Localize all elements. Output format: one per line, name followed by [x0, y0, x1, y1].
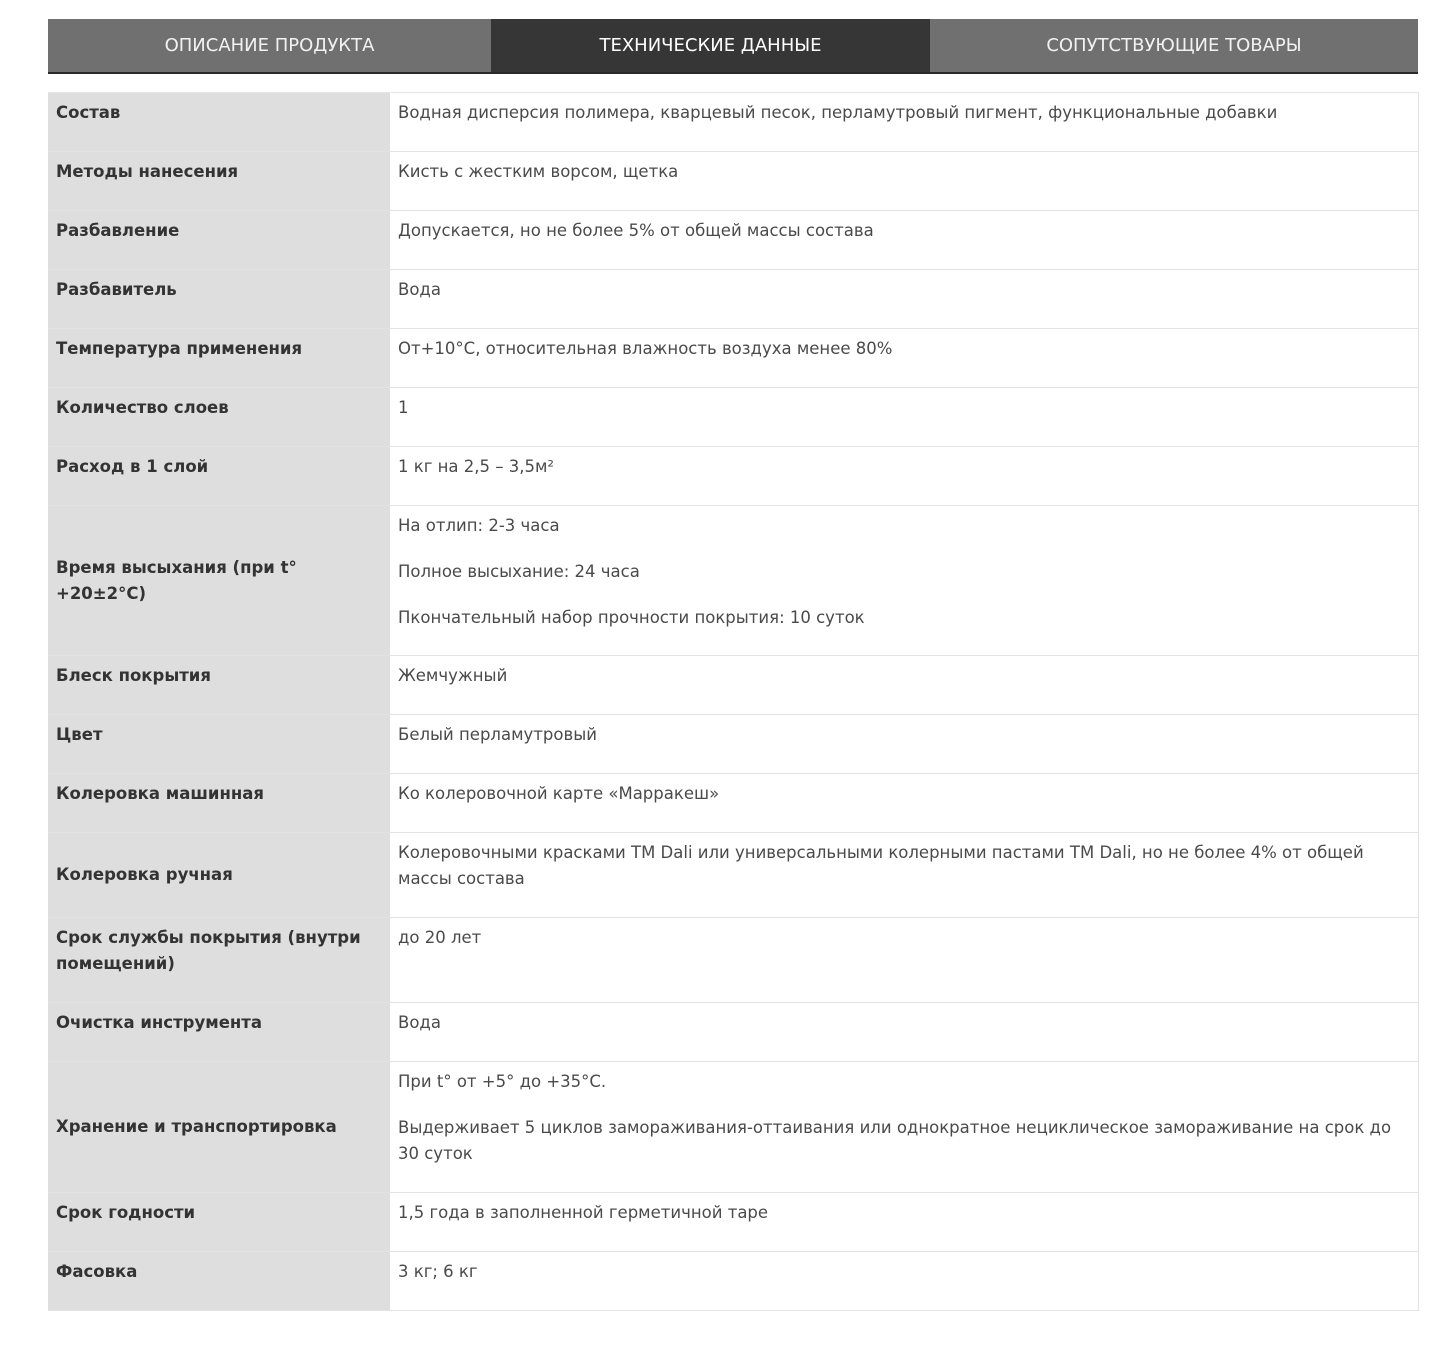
spec-label: Количество слоев [48, 388, 390, 447]
spec-label: Температура применения [48, 329, 390, 388]
spec-label: Срок годности [48, 1193, 390, 1252]
spec-value-text: Допускается, но не более 5% от общей массы состава [398, 221, 874, 240]
spec-row [48, 1193, 1418, 1252]
spec-value [390, 506, 1418, 656]
spec-value-text: Вода [398, 1013, 441, 1032]
spec-value [390, 1003, 1418, 1062]
spec-value [390, 656, 1418, 715]
spec-value-text: 3 кг; 6 кг [398, 1262, 478, 1281]
spec-row [48, 774, 1418, 833]
spec-value-text: Пкончательный набор прочности покрытия: 10 суток [398, 608, 865, 627]
spec-row [48, 93, 1418, 152]
spec-row [48, 1003, 1418, 1062]
spec-row [48, 833, 1418, 918]
spec-value-text: Кисть с жестким ворсом, щетка [398, 162, 679, 181]
spec-label: Разбавитель [48, 270, 390, 329]
spec-label: Расход в 1 слой [48, 447, 390, 506]
spec-label: Цвет [48, 715, 390, 774]
spec-value-text: Полное высыхание: 24 часа [398, 562, 640, 581]
spec-value-text: Ко колеровочной карте «Марракеш» [398, 784, 720, 803]
spec-row [48, 329, 1418, 388]
spec-label: Состав [48, 93, 390, 152]
spec-label: Разбавление [48, 211, 390, 270]
spec-row [48, 1252, 1418, 1311]
spec-value-text: 1 кг на 2,5 – 3,5м² [398, 457, 555, 476]
spec-row [48, 388, 1418, 447]
spec-label: Методы нанесения [48, 152, 390, 211]
spec-value-text: Белый перламутровый [398, 725, 597, 744]
spec-value [390, 93, 1418, 152]
spec-value [390, 1193, 1418, 1252]
spec-value-text: Жемчужный [398, 666, 508, 685]
spec-row [48, 918, 1418, 1003]
spec-value [390, 211, 1418, 270]
spec-value [390, 774, 1418, 833]
spec-label: Хранение и транспортировка [48, 1062, 390, 1193]
tab-related-products[interactable]: СОПУТСТВУЮЩИЕ ТОВАРЫ [930, 19, 1418, 72]
spec-value-text: Вода [398, 280, 441, 299]
spec-value [390, 715, 1418, 774]
spec-row [48, 1062, 1418, 1193]
spec-value [390, 1062, 1418, 1193]
specifications-table [48, 92, 1419, 1311]
spec-row [48, 656, 1418, 715]
spec-row [48, 715, 1418, 774]
spec-value-text: 1,5 года в заполненной герметичной таре [398, 1203, 769, 1222]
spec-label: Срок службы покрытия (внутри помещений) [48, 918, 390, 1003]
spec-value-text: Водная дисперсия полимера, кварцевый песок, перламутровый пигмент, функциональные добавки [398, 103, 1278, 122]
spec-value [390, 833, 1418, 918]
spec-label: Блеск покрытия [48, 656, 390, 715]
spec-row [48, 211, 1418, 270]
tab-technical-data[interactable]: ТЕХНИЧЕСКИЕ ДАННЫЕ [491, 19, 930, 72]
spec-value-text: 1 [398, 398, 409, 417]
spec-value-text: до 20 лет [398, 928, 482, 947]
spec-value [390, 447, 1418, 506]
spec-value-text: Колеровочными красками ТМ Dali или универсальными колерными пастами ТМ Dali, но не более 4% от общей массы состава [398, 843, 1364, 888]
spec-value-text: При t° от +5° до +35°С. [398, 1072, 607, 1091]
spec-row [48, 506, 1418, 656]
spec-value-text: Выдерживает 5 циклов замораживания-оттаивания или однократное нециклическое замораживание на срок до 30 суток [398, 1118, 1392, 1163]
spec-value [390, 152, 1418, 211]
spec-label: Очистка инструмента [48, 1003, 390, 1062]
spec-value [390, 388, 1418, 447]
spec-value [390, 329, 1418, 388]
tab-product-description[interactable]: ОПИСАНИЕ ПРОДУКТА [48, 19, 491, 72]
spec-row [48, 447, 1418, 506]
spec-row [48, 270, 1418, 329]
spec-label: Колеровка ручная [48, 833, 390, 918]
spec-value-text: От+10°С, относительная влажность воздуха менее 80% [398, 339, 893, 358]
spec-value [390, 1252, 1418, 1311]
spec-label: Время высыхания (при t° +20±2°С) [48, 506, 390, 656]
spec-row [48, 152, 1418, 211]
spec-label: Фасовка [48, 1252, 390, 1311]
spec-value-text: На отлип: 2-3 часа [398, 516, 560, 535]
tab-bar [48, 19, 1418, 74]
spec-value [390, 270, 1418, 329]
spec-value [390, 918, 1418, 1003]
spec-label: Колеровка машинная [48, 774, 390, 833]
